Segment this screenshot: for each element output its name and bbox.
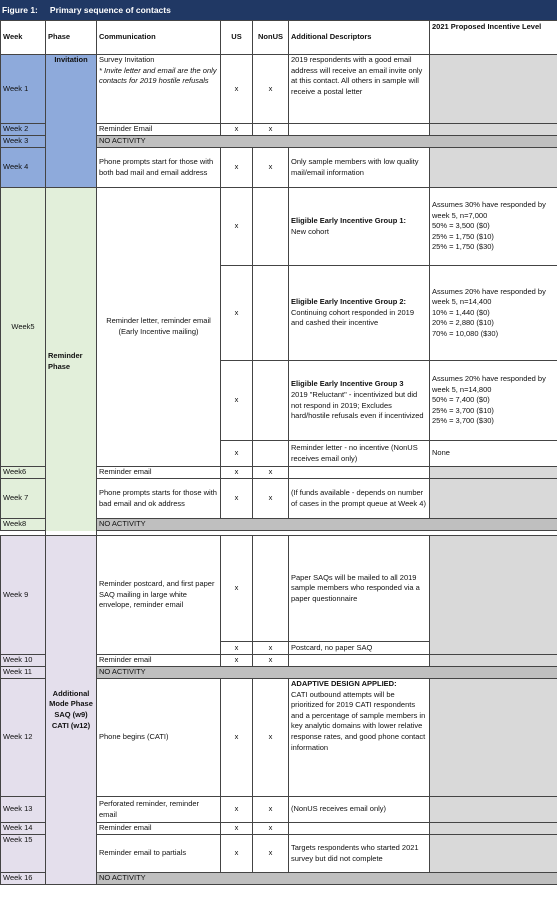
- communication-cell: Reminder email: [97, 467, 221, 479]
- nonus-cell: [253, 266, 289, 361]
- incentive-cell: [430, 823, 557, 835]
- week-cell: Week 14: [1, 823, 46, 835]
- us-cell: x: [221, 679, 253, 797]
- group-title: Eligible Early Incentive Group 1:: [291, 215, 407, 225]
- incentive-cell: [430, 467, 557, 479]
- header-communication: Communication: [97, 21, 221, 55]
- us-cell: x: [221, 188, 253, 266]
- header-row: [1, 21, 557, 55]
- descriptor-cell: (NonUS receives email only): [289, 797, 430, 823]
- us-cell: x: [221, 441, 253, 467]
- table-row: [1, 536, 557, 642]
- week-cell: Week8: [1, 519, 46, 531]
- incentive-cell: [430, 679, 557, 797]
- incentive-cell: [430, 479, 557, 519]
- figure-caption: [0, 0, 557, 20]
- week-cell: Week 15: [1, 835, 46, 873]
- descriptor-cell: [289, 679, 430, 797]
- nonus-cell: x: [253, 479, 289, 519]
- nonus-cell: x: [253, 835, 289, 873]
- communication-cell: Reminder Email: [97, 124, 221, 136]
- phase-reminder: Reminder Phase: [46, 188, 97, 536]
- incentive-assumption: Assumes 20% have responded by week 5, n=14,400: [432, 286, 546, 307]
- contacts-table: [0, 20, 557, 885]
- communication-cell: [97, 55, 221, 124]
- incentive-line: 25% = 3,700 ($30): [432, 416, 494, 426]
- header-descriptors: Additional Descriptors: [289, 21, 430, 55]
- incentive-cell: [430, 266, 557, 361]
- incentive-line: 50% = 3,500 ($0): [432, 221, 490, 231]
- incentive-cell: [430, 124, 557, 136]
- incentive-cell: [430, 188, 557, 266]
- nonus-cell: x: [253, 467, 289, 479]
- incentive-line: 25% = 1,750 ($10): [432, 231, 494, 241]
- nonus-cell: [253, 361, 289, 441]
- nonus-cell: [253, 441, 289, 467]
- week-cell: Week 11: [1, 667, 46, 679]
- us-cell: x: [221, 655, 253, 667]
- no-activity-cell: NO ACTIVITY: [97, 136, 557, 148]
- us-cell: x: [221, 642, 253, 655]
- descriptor-cell: [289, 655, 430, 667]
- header-nonus: NonUS: [253, 21, 289, 55]
- us-cell: x: [221, 479, 253, 519]
- no-activity-cell: NO ACTIVITY: [97, 519, 557, 531]
- no-activity-cell: NO ACTIVITY: [97, 667, 557, 679]
- week-cell: Week5: [1, 188, 46, 467]
- adaptive-text: CATI outbound attempts will be prioritized for 2019 CATI respondents and a percentage of sample members in key analytic domains with lower relative response rates, and good phone contact information: [291, 689, 426, 752]
- us-cell: x: [221, 361, 253, 441]
- group-text: New cohort: [291, 226, 329, 236]
- figure-label: Figure 1:: [2, 5, 38, 15]
- us-cell: x: [221, 148, 253, 188]
- descriptor-cell: [289, 188, 430, 266]
- week-cell: Week 9: [1, 536, 46, 655]
- nonus-cell: [253, 188, 289, 266]
- communication-cell: Phone begins (CATI): [97, 679, 221, 797]
- communication-text: Reminder letter, reminder email: [106, 316, 211, 326]
- descriptor-cell: [289, 124, 430, 136]
- nonus-cell: x: [253, 55, 289, 124]
- incentive-assumption: Assumes 20% have responded by week 5, n=14,800: [432, 374, 546, 394]
- no-activity-cell: NO ACTIVITY: [97, 873, 557, 885]
- week-cell: Week 10: [1, 655, 46, 667]
- communication-cell: [97, 188, 221, 467]
- incentive-assumption: Assumes 30% have responded by week 5, n=7,000: [432, 200, 546, 220]
- figure-title: Primary sequence of contacts: [49, 5, 171, 15]
- incentive-line: 20% = 2,880 ($10): [432, 318, 494, 328]
- incentive-cell: [430, 148, 557, 188]
- group-title: Eligible Early Incentive Group 2:: [291, 297, 407, 307]
- incentive-cell: [430, 536, 557, 655]
- descriptor-cell: Only sample members with low quality mail/email information: [289, 148, 430, 188]
- descriptor-cell: [289, 361, 430, 441]
- nonus-cell: x: [253, 655, 289, 667]
- nonus-cell: [253, 536, 289, 642]
- descriptor-cell: [289, 266, 430, 361]
- communication-text: Survey Invitation: [99, 55, 155, 64]
- phase-additional: Additional Mode Phase SAQ (w9) CATI (w12): [46, 536, 97, 885]
- week-cell: Week 7: [1, 479, 46, 519]
- incentive-line: 70% = 10,080 ($30): [432, 328, 499, 338]
- incentive-cell: [430, 835, 557, 873]
- week-cell: Week 12: [1, 679, 46, 797]
- us-cell: x: [221, 467, 253, 479]
- nonus-cell: x: [253, 148, 289, 188]
- incentive-line: 25% = 1,750 ($30): [432, 242, 494, 252]
- incentive-cell: [430, 655, 557, 667]
- week-cell: Week 3: [1, 136, 46, 148]
- communication-cell: Reminder email: [97, 823, 221, 835]
- group-text: Continuing cohort responded in 2019 and cashed their incentive: [291, 307, 415, 328]
- communication-note: * Invite letter and email are the only contacts for 2019 hostile refusals: [99, 65, 217, 86]
- communication-cell: Phone prompts starts for those with bad email and ok address: [97, 479, 221, 519]
- week-cell: Week 4: [1, 148, 46, 188]
- nonus-cell: x: [253, 679, 289, 797]
- communication-cell: Reminder postcard, and first paper SAQ mailing in large white envelope, reminder email: [97, 536, 221, 655]
- nonus-cell: x: [253, 797, 289, 823]
- descriptor-cell: [289, 823, 430, 835]
- week-cell: Week6: [1, 467, 46, 479]
- incentive-line: 50% = 7,400 ($0): [432, 395, 490, 405]
- adaptive-title: ADAPTIVE DESIGN APPLIED:: [291, 679, 397, 688]
- us-cell: x: [221, 823, 253, 835]
- descriptor-cell: Targets respondents who started 2021 survey but did not complete: [289, 835, 430, 873]
- us-cell: x: [221, 55, 253, 124]
- group-title: Eligible Early Incentive Group 3: [291, 379, 404, 389]
- us-cell: x: [221, 797, 253, 823]
- communication-note: (Early Incentive mailing): [118, 327, 199, 336]
- descriptor-cell: Postcard, no paper SAQ: [289, 642, 430, 655]
- incentive-cell: None: [430, 441, 557, 467]
- descriptor-cell: Paper SAQs will be mailed to all 2019 sample members who responded via a paper questionnaire: [289, 536, 430, 642]
- incentive-line: 10% = 1,440 ($0): [432, 307, 490, 317]
- communication-cell: Reminder email to partials: [97, 835, 221, 873]
- header-incentive: 2021 Proposed Incentive Level: [430, 21, 557, 55]
- header-us: US: [221, 21, 253, 55]
- communication-cell: Phone prompts start for those with both bad mail and email address: [97, 148, 221, 188]
- week-cell: Week 13: [1, 797, 46, 823]
- table-row: [1, 188, 557, 266]
- group-text: 2019 "Reluctant" - incentivized but did not respond in 2019; Excludes hard/hostile refusals even if incentivized: [291, 389, 424, 421]
- phase-invitation: Invitation: [46, 55, 97, 188]
- nonus-cell: x: [253, 642, 289, 655]
- descriptor-cell: [289, 467, 430, 479]
- descriptor-cell: (If funds available - depends on number of cases in the prompt queue at Week 4): [289, 479, 430, 519]
- communication-cell: Reminder email: [97, 655, 221, 667]
- week-cell: Week 2: [1, 124, 46, 136]
- communication-cell: Perforated reminder, reminder email: [97, 797, 221, 823]
- header-week: Week: [1, 21, 46, 55]
- header-phase: Phase: [46, 21, 97, 55]
- us-cell: x: [221, 266, 253, 361]
- week-cell: Week 16: [1, 873, 46, 885]
- us-cell: x: [221, 536, 253, 642]
- descriptor-cell: Reminder letter - no incentive (NonUS receives email only): [289, 441, 430, 467]
- nonus-cell: x: [253, 124, 289, 136]
- us-cell: x: [221, 124, 253, 136]
- incentive-cell: [430, 361, 557, 441]
- incentive-cell: [430, 797, 557, 823]
- incentive-cell: [430, 55, 557, 124]
- us-cell: x: [221, 835, 253, 873]
- descriptor-cell: 2019 respondents with a good email address will receive an email invite only at this contact. All others in sample will receive a postal letter: [289, 55, 430, 124]
- week-cell: Week 1: [1, 55, 46, 124]
- incentive-line: 25% = 3,700 ($10): [432, 405, 494, 415]
- nonus-cell: x: [253, 823, 289, 835]
- table-row: [1, 55, 557, 124]
